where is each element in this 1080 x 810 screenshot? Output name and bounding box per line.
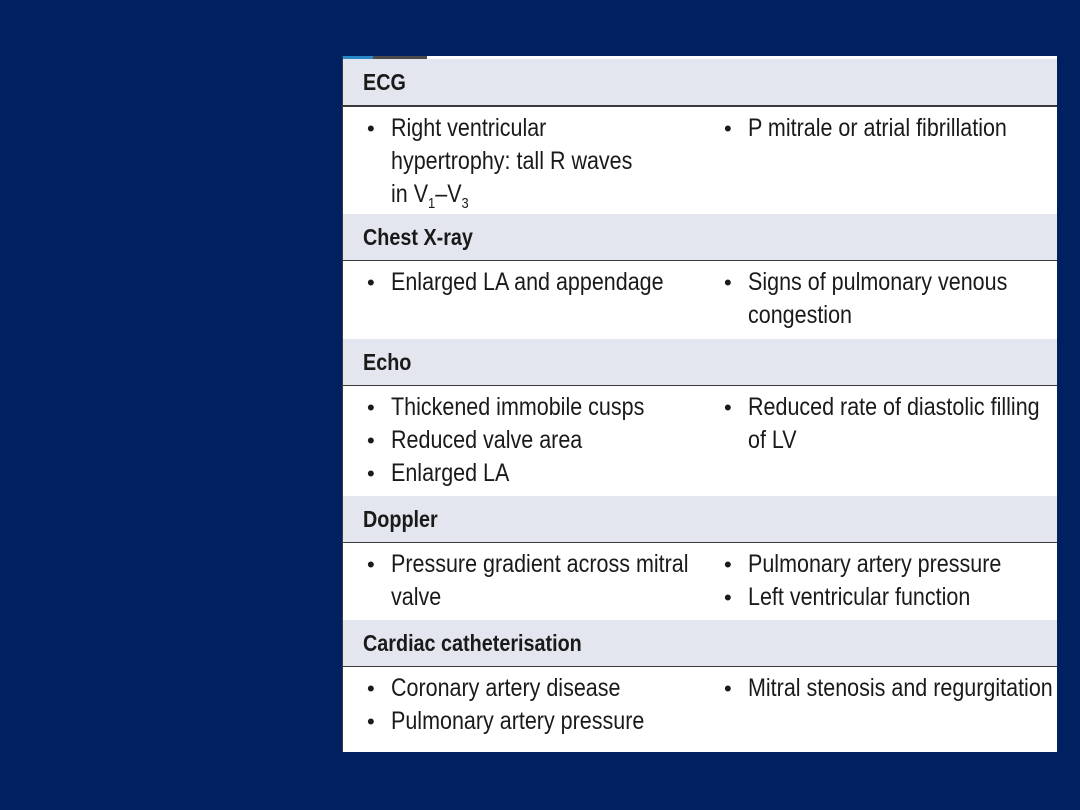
list-item: • P mitrale or atrial fibrillation — [724, 114, 1007, 142]
doppler-left-column — [363, 548, 703, 614]
section-body-doppler — [343, 543, 1057, 620]
investigations-table — [342, 56, 1057, 752]
list-item: • Coronary artery disease — [367, 674, 621, 702]
chest-xray-right-column — [720, 266, 1057, 332]
doppler-right-column — [720, 548, 1057, 614]
list-item: • Mitral stenosis and regurgitation — [724, 674, 1053, 702]
list-item: • Reduced valve area — [367, 426, 583, 454]
list-item: • Signs of pulmonary venous congestion — [724, 268, 1008, 329]
section-body-ecg — [343, 106, 1057, 214]
section-body-chest-xray — [343, 261, 1057, 339]
section-header-doppler: Doppler — [343, 496, 1057, 543]
echo-left-column — [363, 391, 703, 490]
chest-xray-left-column — [363, 266, 703, 299]
list-item: • Pulmonary artery pressure — [724, 550, 1002, 578]
catheterisation-right-column — [720, 672, 1057, 705]
ecg-left-column — [363, 112, 703, 220]
list-item: • Right ventricular hypertrophy: tall R waves in $V_1-V_3$ — [363, 112, 703, 220]
list-item: • Thickened immobile cusps — [367, 393, 645, 421]
ecg-right-column — [720, 112, 1057, 145]
list-item: • Pressure gradient across mitral valve — [367, 550, 689, 611]
list-item: • Enlarged LA — [367, 459, 510, 487]
section-header-cardiac-catheterisation: Cardiac catheterisation — [343, 620, 1057, 667]
section-body-echo — [343, 386, 1057, 496]
list-item: • Pulmonary artery pressure — [367, 707, 645, 735]
section-header-chest-xray: Chest X-ray — [343, 214, 1057, 261]
ecg-left-item: Right ventricular hypertrophy: tall R waves in $V_1-V_3$ — [391, 114, 633, 212]
section-body-cardiac-catheterisation — [343, 667, 1057, 752]
list-item: • Reduced rate of diastolic filling of LV — [724, 393, 1040, 454]
list-item: • Left ventricular function — [724, 583, 971, 611]
section-header-ecg: ECG — [343, 59, 1057, 106]
catheterisation-left-column — [363, 672, 703, 738]
section-header-echo: Echo — [343, 339, 1057, 386]
echo-right-column — [720, 391, 1057, 457]
list-item: • Enlarged LA and appendage — [367, 268, 664, 296]
